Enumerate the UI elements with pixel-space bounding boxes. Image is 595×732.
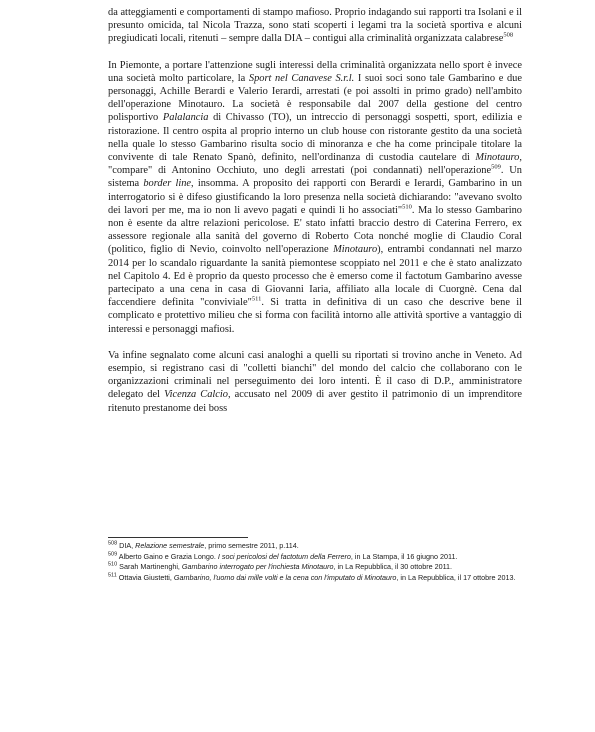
text-run: . Si tratta in definitiva di un caso che descrive bene il complicato e protettivo milieu che si forma con facilità intorno alle attività sportive a vantaggio di interessi e personaggi mafiosi. bbox=[108, 297, 522, 335]
footnote-separator bbox=[108, 537, 248, 538]
text-run: DIA, bbox=[117, 541, 136, 550]
paragraph bbox=[108, 59, 522, 336]
footnote-ref: 511 bbox=[108, 572, 117, 579]
footnote-ref: 511 bbox=[251, 295, 262, 303]
text-run: , primo semestre 2011, p.114. bbox=[204, 541, 299, 550]
italic-text: border line bbox=[143, 178, 192, 190]
text-run: Sarah Martinenghi, bbox=[117, 562, 182, 572]
footnote bbox=[108, 573, 526, 583]
text-run: ), entrambi condannati nel marzo 2014 per lo scandalo riguardante la sanità piemontese scoppiato nel 2011 e che è stato analizzato nel Capitolo 4. Ed è proprio da questo processo che è emerso come il factotum Gambarino avesse partecipato a una cena in casa di Giovanni Iaria, affiliato alla locale di Cuorgnè. Cena dal faccendiere definita "conviviale" bbox=[108, 244, 522, 309]
italic-text: Gambarino, l'uomo dai mille volti e la cena con l'imputato di Minotauro bbox=[173, 572, 397, 582]
text-run: , in La Repubblica, il 30 ottobre 2011. bbox=[333, 562, 453, 572]
paragraph bbox=[108, 349, 522, 415]
text-run: Va infine segnalato come alcuni casi analoghi a quelli su riportati si trovino anche in Veneto. Ad esempio, si registrano casi di "colletti bianchi" del mondo del calcio che collaborano con le organizzazioni criminali nel perseguimento dei loro intenti. È il caso di D.P., amministratore delegato del bbox=[108, 349, 522, 401]
italic-text: Vicenza Calcio bbox=[164, 389, 228, 401]
text-run: In Piemonte, a portare l'attenzione sugli interessi della criminalità organizzata nello sport è invece una società molto particolare, la bbox=[108, 59, 522, 84]
footnote-ref: 509 bbox=[491, 163, 501, 171]
footnote-ref: 508 bbox=[108, 540, 118, 547]
body-text bbox=[108, 6, 522, 415]
text-run: da atteggiamenti e comportamenti di stampo mafioso. Proprio indagando sui rapporti tra Isolani e il presunto omicida, tal Nicola Trazza, sono stati scoperti i legami tra la società sportiva e alcuni pregiudicati locali, ritenuti – sempre dalla DIA – contigui alla criminalità organizzata calabrese bbox=[108, 7, 522, 45]
text-run: , "compare" di Antonino Occhiuto, uno degli arrestati (poi condannati) nell'operazione bbox=[108, 152, 522, 177]
text-run: . Un sistema bbox=[108, 165, 522, 190]
footnote bbox=[108, 552, 526, 562]
footnote-ref: 508 bbox=[503, 31, 514, 39]
paragraph bbox=[108, 6, 522, 46]
text-run: Alberto Gaino e Grazia Longo. bbox=[117, 551, 218, 561]
italic-text: Relazione semestrale bbox=[135, 541, 205, 550]
footnote-ref: 510 bbox=[108, 561, 118, 568]
footnote-ref: 509 bbox=[108, 551, 118, 558]
text-run: di Chivasso (TO), un intreccio di personaggi sospetti, sport, edilizia e ristorazione. Il centro ospita al proprio interno un club house con ristorante gestito da una società nella quale lo stesso Gambarino risulta socio di minoranza e che ha come principale titolare la convivente di tale Renato Spanò, definito, nell'ordinanza di custodia cautelare di bbox=[108, 112, 522, 164]
text-run: , accusato nel 2009 di aver gestito il patrimonio di un imprenditore ritenuto prestanome dei boss bbox=[108, 389, 522, 414]
italic-text: Sport nel Canavese S.r.l. bbox=[248, 72, 355, 84]
text-run: Ottavia Giustetti, bbox=[116, 572, 174, 582]
footnote bbox=[108, 541, 526, 551]
text-run: , insomma. A proposito dei rapporti con Berardi e Ierardi, Gambarino in un interrogatorio si è difeso giustificando la loro presenza nella società dichiarando: "avevano svolto dei lavori per me, ma io non li avevo pagati e quindi li ho associati" bbox=[108, 178, 523, 216]
italic-text: Minotauro bbox=[333, 244, 378, 256]
text-run: I suoi soci sono tale Gambarino e due personaggi, Achille Berardi e Valerio Ierardi, arrestati (e poi assolti in primo grado) nell'ambito dell'operazione Minotauro. La società è responsabile dal 2007 della gestione del centro polisportivo bbox=[108, 72, 522, 124]
italic-text: Minotauro bbox=[475, 152, 520, 164]
italic-text: I soci pericolosi del factotum della Ferrero bbox=[217, 551, 351, 561]
footnote bbox=[108, 562, 526, 572]
text-run: . Ma lo stesso Gambarino non è esente da altre relazioni pericolose. E' stato infatti braccio destro di Caterina Ferrero, ex assessore regionale alla sanità del governo di Roberto Cota nonché moglie di Claudio Coral (politico, figlio di Nevio, coinvolto nell'operazione bbox=[108, 204, 522, 256]
footnote-ref: 510 bbox=[402, 203, 412, 211]
italic-text: Palalancia bbox=[162, 112, 209, 124]
text-run: , in La Stampa, il 16 giugno 2011. bbox=[350, 551, 458, 561]
italic-text: Gambarino interrogato per l'inchiesta Minotauro bbox=[181, 562, 334, 572]
text-run: , in La Repubblica, il 17 ottobre 2013. bbox=[396, 572, 516, 582]
footnotes bbox=[108, 541, 526, 583]
